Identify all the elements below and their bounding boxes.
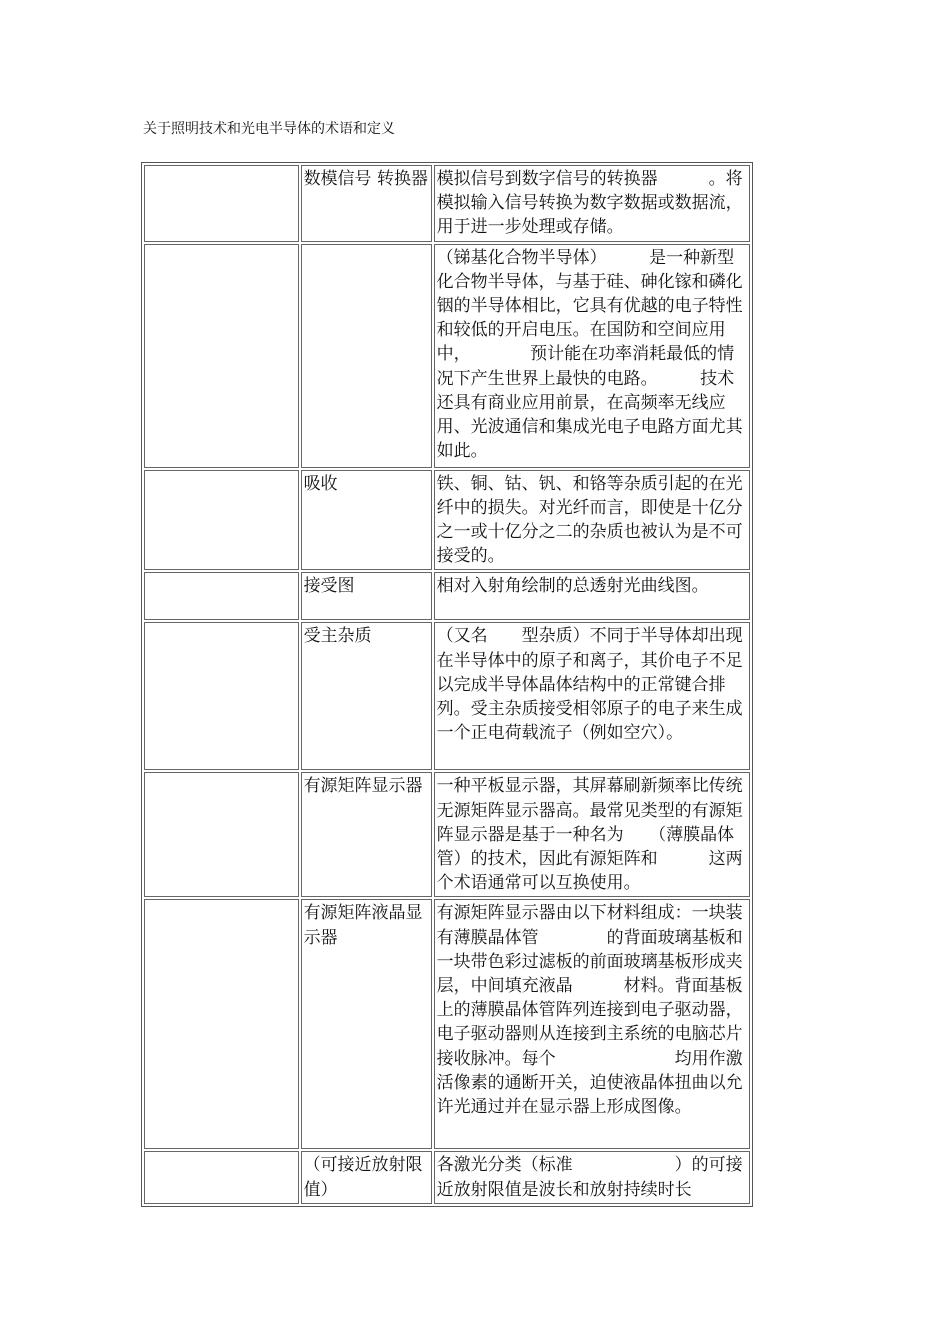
term-cell: 有源矩阵液晶显示器 (301, 899, 432, 1149)
table-row (144, 165, 750, 242)
abbreviation-cell (144, 622, 299, 770)
table-row (144, 470, 750, 571)
term-cell: 数模信号 转换器 (301, 165, 432, 242)
table-row (144, 772, 750, 897)
term-cell: 吸收 (301, 470, 432, 571)
table-row (144, 244, 750, 468)
table-row (144, 622, 750, 770)
abbreviation-cell (144, 165, 299, 242)
abbreviation-cell (144, 572, 299, 620)
definition-cell: 相对入射角绘制的总透射光曲线图。 (434, 572, 750, 620)
abbreviation-cell (144, 1151, 299, 1203)
abbreviation-cell (144, 470, 299, 571)
abbreviation-cell (144, 899, 299, 1149)
definition-cell: 各激光分类（标准 ）的可接近放射限值是波长和放射持续时长 (434, 1151, 750, 1203)
definition-cell: 铁、铜、钴、钒、和铬等杂质引起的在光纤中的损失。对光纤而言，即使是十亿分之一或十亿分之二的杂质也被认为是不可接受的。 (434, 470, 750, 571)
term-cell: 受主杂质 (301, 622, 432, 770)
page-title: 关于照明技术和光电半导体的术语和定义 (143, 121, 395, 137)
abbreviation-cell (144, 244, 299, 468)
term-cell (301, 244, 432, 468)
table-row (144, 572, 750, 620)
definition-cell: 一种平板显示器，其屏幕刷新频率比传统无源矩阵显示器高。最常见类型的有源矩阵显示器是基于一种名为 （薄膜晶体管）的技术，因此有源矩阵和 这两个术语通常可以互换使用。 (434, 772, 750, 897)
table-row (144, 1151, 750, 1203)
abbreviation-cell (144, 772, 299, 897)
table-row (144, 899, 750, 1149)
terms-table (141, 162, 753, 1207)
definition-cell: 有源矩阵显示器由以下材料组成：一块装有薄膜晶体管 的背面玻璃基板和一块带色彩过滤板的前面玻璃基板形成夹层，中间填充液晶 材料。背面基板上的薄膜晶体管阵列连接到电子驱动器，电子驱动器则从连接到主系统的电脑芯片接收脉冲。每个 均用作激活像素的通断开关，迫使液晶体扭曲以允许光通过并在显示器上形成图像。 (434, 899, 750, 1149)
term-cell: 接受图 (301, 572, 432, 620)
definition-cell: 模拟信号到数字信号的转换器 。将模拟输入信号转换为数字数据或数据流，用于进一步处理或存储。 (434, 165, 750, 242)
term-cell: 有源矩阵显示器 (301, 772, 432, 897)
definition-cell: （锑基化合物半导体） 是一种新型化合物半导体，与基于硅、砷化镓和磷化铟的半导体相比，它具有优越的电子特性和较低的开启电压。在国防和空间应用中， 预计能在功率消耗最低的情况下产生世界上最快的电路。 技术还具有商业应用前景，在高频率无线应用、光波通信和集成光电子电路方面尤其如此。 (434, 244, 750, 468)
term-cell: （可接近放射限值） (301, 1151, 432, 1203)
definition-cell: （又名 型杂质）不同于半导体却出现在半导体中的原子和离子，其价电子不足以完成半导体晶体结构中的正常键合排列。受主杂质接受相邻原子的电子来生成一个正电荷载流子（例如空穴）。 (434, 622, 750, 770)
